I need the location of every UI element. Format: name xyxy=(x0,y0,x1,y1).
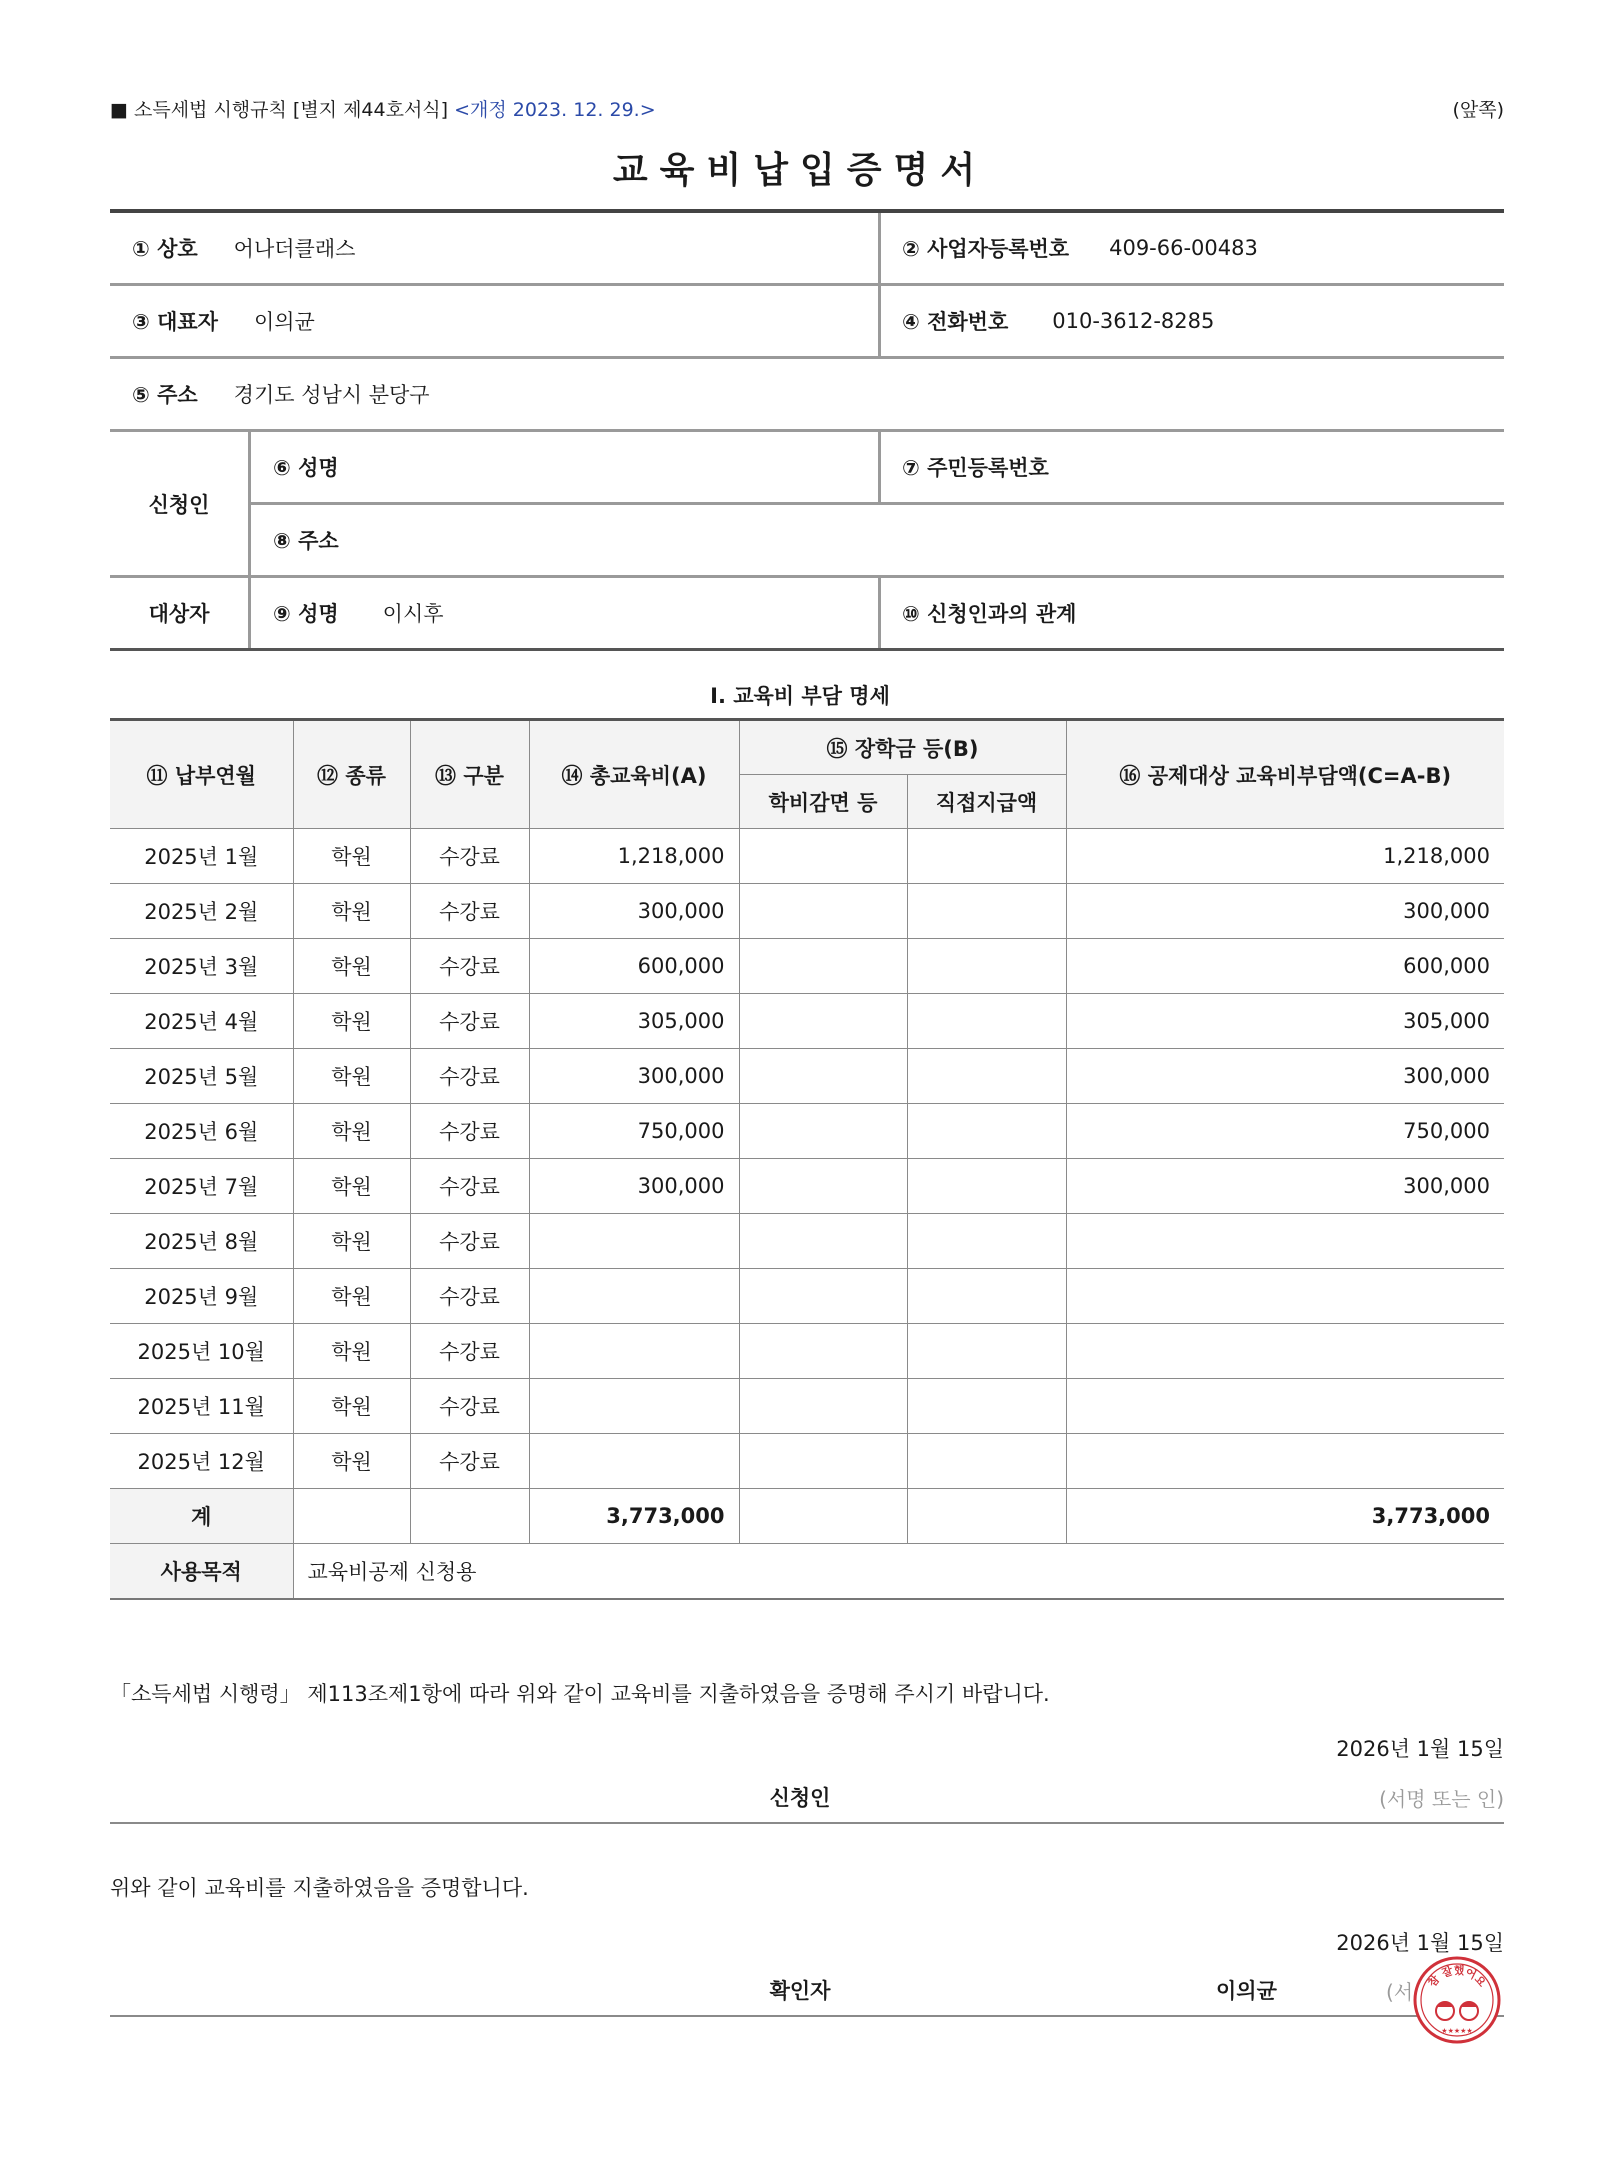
cell-category: 수강료 xyxy=(410,884,529,939)
table-row xyxy=(110,1104,1504,1159)
cell-discount xyxy=(739,939,907,994)
education-expense-table xyxy=(110,718,1504,1600)
cell-deductible xyxy=(1066,1324,1504,1379)
target-name-value: 이시후 xyxy=(382,602,444,626)
cell-direct xyxy=(907,1049,1066,1104)
applicant-sign-note: (서명 또는 인) xyxy=(1379,1787,1504,1811)
cell-discount xyxy=(739,884,907,939)
cell-month: 2025년 6월 xyxy=(110,1104,293,1159)
business-name-label: ① 상호 xyxy=(132,237,198,261)
cell-kind: 학원 xyxy=(293,1104,410,1159)
table-row xyxy=(110,1214,1504,1269)
cell-discount xyxy=(739,1214,907,1269)
table-row xyxy=(110,884,1504,939)
cell-discount xyxy=(739,1269,907,1324)
confirmer-sign-note: (서 xyxy=(1386,1980,1414,2004)
table-row xyxy=(110,1159,1504,1214)
cell-deductible xyxy=(1066,1214,1504,1269)
cell-category: 수강료 xyxy=(410,1269,529,1324)
cell-direct xyxy=(907,884,1066,939)
header-month: ⑪ 납부연월 xyxy=(110,720,293,829)
table-row xyxy=(110,939,1504,994)
cell-deductible: 300,000 xyxy=(1066,1159,1504,1214)
phone-value: 010-3612-8285 xyxy=(1052,309,1215,333)
cell-total: 750,000 xyxy=(529,1104,739,1159)
cell-total xyxy=(529,1269,739,1324)
cell-discount xyxy=(739,1434,907,1489)
applicant-signer-label: 신청인 xyxy=(769,1786,831,1810)
business-address-value: 경기도 성남시 분당구 xyxy=(233,383,430,407)
revision-note: <개정 2023. 12. 29.> xyxy=(454,99,656,121)
cell-month: 2025년 4월 xyxy=(110,994,293,1049)
header-discount: 학비감면 등 xyxy=(739,775,907,829)
applicant-address-label: ⑧ 주소 xyxy=(273,529,339,553)
seal-stamp-icon xyxy=(1412,1955,1502,2045)
phone-label: ④ 전화번호 xyxy=(902,310,1009,334)
header-direct: 직접지급액 xyxy=(907,775,1066,829)
cell-total: 300,000 xyxy=(529,1159,739,1214)
cell-deductible: 300,000 xyxy=(1066,884,1504,939)
cell-category: 수강료 xyxy=(410,1159,529,1214)
row-business-address xyxy=(110,359,1504,432)
cell-category: 수강료 xyxy=(410,1324,529,1379)
cell-discount xyxy=(739,1324,907,1379)
cell-month: 2025년 11월 xyxy=(110,1379,293,1434)
confirmer-label: 확인자 xyxy=(769,1979,831,2003)
applicant-block xyxy=(110,432,1504,578)
header-total: ⑭ 총교육비(A) xyxy=(529,720,739,829)
cell-total: 300,000 xyxy=(529,884,739,939)
document-title: 교육비납입증명서 xyxy=(612,150,988,191)
cell-kind: 학원 xyxy=(293,994,410,1049)
cell-total: 1,218,000 xyxy=(529,829,739,884)
cell-direct xyxy=(907,1104,1066,1159)
request-date: 2026년 1월 15일 xyxy=(1336,1737,1504,1761)
page-side-label: (앞쪽) xyxy=(1452,99,1504,121)
applicant-section-label: 신청인 xyxy=(148,492,210,517)
cell-total: 600,000 xyxy=(529,939,739,994)
regno-label: ② 사업자등록번호 xyxy=(902,237,1070,261)
cell-month: 2025년 10월 xyxy=(110,1324,293,1379)
confirmer-name: 이의균 xyxy=(1216,1979,1277,2003)
cell-discount xyxy=(739,1104,907,1159)
purpose-label: 사용목적 xyxy=(110,1544,293,1600)
cell-month: 2025년 3월 xyxy=(110,939,293,994)
cell-direct xyxy=(907,939,1066,994)
confirm-statement: 위와 같이 교육비를 지출하였음을 증명합니다. xyxy=(110,1876,529,1900)
cell-total xyxy=(529,1379,739,1434)
cell-month: 2025년 5월 xyxy=(110,1049,293,1104)
cell-direct xyxy=(907,1269,1066,1324)
row-representative xyxy=(110,286,1504,359)
applicant-name-label: ⑥ 성명 xyxy=(273,456,339,480)
cell-kind: 학원 xyxy=(293,939,410,994)
cell-month: 2025년 8월 xyxy=(110,1214,293,1269)
cell-deductible: 305,000 xyxy=(1066,994,1504,1049)
cell-category: 수강료 xyxy=(410,1049,529,1104)
table-row xyxy=(110,1379,1504,1434)
total-row xyxy=(110,1489,1504,1544)
header-kind: ⑫ 종류 xyxy=(293,720,410,829)
cell-kind: 학원 xyxy=(293,1324,410,1379)
cell-month: 2025년 7월 xyxy=(110,1159,293,1214)
target-block xyxy=(110,578,1504,651)
cell-kind: 학원 xyxy=(293,1434,410,1489)
total-deductible: 3,773,000 xyxy=(1066,1489,1504,1544)
rep-label: ③ 대표자 xyxy=(132,310,218,334)
cell-category: 수강료 xyxy=(410,939,529,994)
cell-discount xyxy=(739,829,907,884)
cell-category: 수강료 xyxy=(410,994,529,1049)
cell-deductible: 600,000 xyxy=(1066,939,1504,994)
cell-deductible: 300,000 xyxy=(1066,1049,1504,1104)
cell-direct xyxy=(907,1214,1066,1269)
cell-direct xyxy=(907,1159,1066,1214)
cell-category: 수강료 xyxy=(410,1379,529,1434)
target-name-label: ⑨ 성명 xyxy=(273,602,339,626)
table-row xyxy=(110,1049,1504,1104)
form-reference: ■ 소득세법 시행규칙 [별지 제44호서식] <개정 2023. 12. 29.> xyxy=(110,99,656,121)
cell-kind: 학원 xyxy=(293,884,410,939)
cell-kind: 학원 xyxy=(293,1159,410,1214)
header-category: ⑬ 구분 xyxy=(410,720,529,829)
cell-total xyxy=(529,1214,739,1269)
applicant-id-label: ⑦ 주민등록번호 xyxy=(902,456,1049,480)
cell-discount xyxy=(739,994,907,1049)
info-grid xyxy=(110,209,1504,626)
stamp-text: 참 잘했어요 xyxy=(1425,1963,1489,1990)
cell-total: 305,000 xyxy=(529,994,739,1049)
cell-deductible xyxy=(1066,1434,1504,1489)
svg-text:★★★★★: ★★★★★ xyxy=(1441,2027,1473,2035)
applicant-sign-line xyxy=(110,1822,1504,1824)
table-row xyxy=(110,1434,1504,1489)
table-row xyxy=(110,829,1504,884)
section-title: Ⅰ. 교육비 부담 명세 xyxy=(710,684,890,708)
regno-value: 409-66-00483 xyxy=(1109,236,1258,260)
header-deductible: ⑯ 공제대상 교육비부담액(C=A-B) xyxy=(1066,720,1504,829)
cell-kind: 학원 xyxy=(293,829,410,884)
cell-category: 수강료 xyxy=(410,1214,529,1269)
purpose-value: 교육비공제 신청용 xyxy=(293,1544,1504,1600)
request-statement: 「소득세법 시행령」 제113조제1항에 따라 위와 같이 교육비를 지출하였음을 증명해 주시기 바랍니다. xyxy=(110,1682,1050,1706)
business-name-value: 어나더클래스 xyxy=(233,237,356,261)
rep-value: 이의균 xyxy=(253,310,315,334)
header-scholarship: ⑮ 장학금 등(B) xyxy=(739,720,1066,775)
cell-discount xyxy=(739,1049,907,1104)
total-label: 계 xyxy=(110,1489,293,1544)
cell-month: 2025년 9월 xyxy=(110,1269,293,1324)
confirm-date: 2026년 1월 15일 xyxy=(1336,1931,1504,1955)
cell-total xyxy=(529,1434,739,1489)
cell-category: 수강료 xyxy=(410,1104,529,1159)
target-relation-label: ⑩ 신청인과의 관계 xyxy=(902,602,1077,626)
cell-total xyxy=(529,1324,739,1379)
cell-month: 2025년 1월 xyxy=(110,829,293,884)
cell-direct xyxy=(907,1324,1066,1379)
cell-discount xyxy=(739,1379,907,1434)
cell-kind: 학원 xyxy=(293,1214,410,1269)
confirmer-sign-line xyxy=(110,2015,1504,2017)
cell-kind: 학원 xyxy=(293,1049,410,1104)
cell-month: 2025년 2월 xyxy=(110,884,293,939)
row-business-name xyxy=(110,213,1504,286)
table-row xyxy=(110,1324,1504,1379)
purpose-row xyxy=(110,1544,1504,1600)
cell-category: 수강료 xyxy=(410,829,529,884)
table-row xyxy=(110,994,1504,1049)
cell-deductible: 750,000 xyxy=(1066,1104,1504,1159)
business-address-label: ⑤ 주소 xyxy=(132,383,198,407)
cell-kind: 학원 xyxy=(293,1269,410,1324)
cell-month: 2025년 12월 xyxy=(110,1434,293,1489)
cell-direct xyxy=(907,1379,1066,1434)
cell-direct xyxy=(907,1434,1066,1489)
cell-direct xyxy=(907,994,1066,1049)
cell-deductible xyxy=(1066,1269,1504,1324)
table-row xyxy=(110,1269,1504,1324)
cell-direct xyxy=(907,829,1066,884)
table-body xyxy=(110,829,1504,1489)
cell-deductible xyxy=(1066,1379,1504,1434)
cell-discount xyxy=(739,1159,907,1214)
cell-total: 300,000 xyxy=(529,1049,739,1104)
total-amount: 3,773,000 xyxy=(529,1489,739,1544)
cell-kind: 학원 xyxy=(293,1379,410,1434)
cell-deductible: 1,218,000 xyxy=(1066,829,1504,884)
target-section-label: 대상자 xyxy=(148,602,210,626)
cell-category: 수강료 xyxy=(410,1434,529,1489)
